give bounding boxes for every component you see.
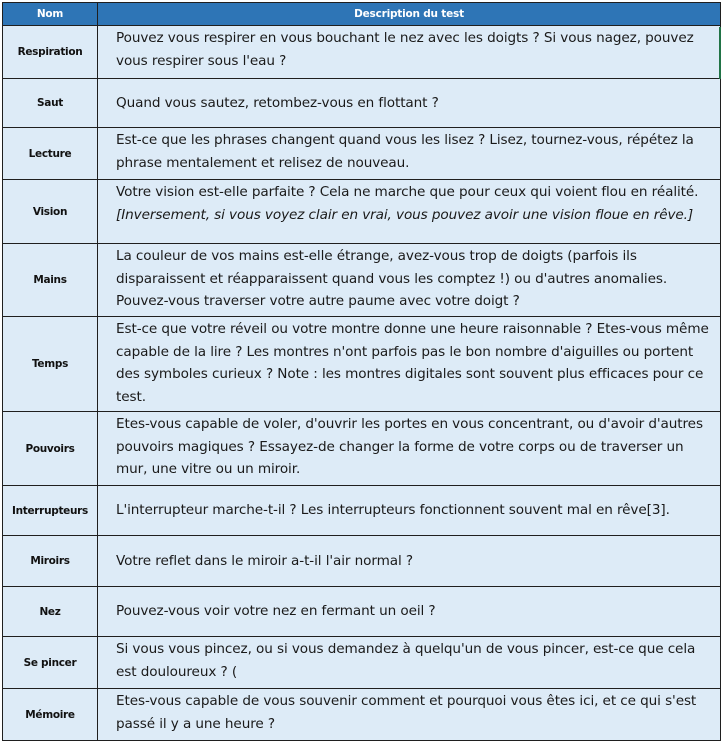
table-row	[3, 79, 721, 128]
cell-selection-indicator	[719, 27, 721, 79]
test-name-cell[interactable]: Temps	[3, 317, 98, 412]
test-name-cell[interactable]: Saut	[3, 79, 98, 128]
test-description-cell[interactable]: Votre reflet dans le miroir a-t-il l'air normal ?	[98, 536, 721, 587]
test-name-cell[interactable]: Miroirs	[3, 536, 98, 587]
table-row	[3, 317, 721, 412]
table-row	[3, 26, 721, 79]
test-description-cell[interactable]: Si vous vous pincez, ou si vous demandez à quelqu'un de vous pincer, est-ce que cela est douloureux ? (	[98, 637, 721, 689]
description-italic-note: [Inversement, si vous voyez clair en vrai, vous pouvez avoir une vision floue en rêve.]	[116, 206, 694, 223]
test-name-cell[interactable]: Lecture	[3, 128, 98, 180]
table-row	[3, 536, 721, 587]
test-name-cell[interactable]: Se pincer	[3, 637, 98, 689]
table-row	[3, 180, 721, 244]
test-description-cell[interactable]: Pouvez vous respirer en vous bouchant le nez avec les doigts ? Si vous nagez, pouvez vous respirer sous l'eau ?	[98, 26, 721, 79]
table-row	[3, 689, 721, 741]
table-row	[3, 412, 721, 486]
test-description-cell[interactable]: Etes-vous capable de vous souvenir comment et pourquoi vous êtes ici, et ce qui s'est passé il y a une heure ?	[98, 689, 721, 741]
test-description-cell[interactable]	[98, 180, 721, 244]
description-text: Votre vision est-elle parfaite ? Cela ne marche que pour ceux qui voient flou en réalité.	[116, 184, 699, 200]
test-description-cell[interactable]: La couleur de vos mains est-elle étrange, avez-vous trop de doigts (parfois ils disparaissent et réapparaissent quand vous les comptez !) ou d'autres anomalies. Pouvez-vous traverser votre autre paume avec votre doigt ?	[98, 244, 721, 317]
test-name-cell[interactable]: Vision	[3, 180, 98, 244]
test-description-cell[interactable]: Est-ce que votre réveil ou votre montre donne une heure raisonnable ? Etes-vous même capable de la lire ? Les montres n'ont parfois pas le bon nombre d'aiguilles ou portent des symboles curieux ? Note : les montres digitales sont souvent plus efficaces pour ce test.	[98, 317, 721, 412]
test-description-cell[interactable]: Est-ce que les phrases changent quand vous les lisez ? Lisez, tournez-vous, répétez la phrase mentalement et relisez de nouveau.	[98, 128, 721, 180]
table-row	[3, 244, 721, 317]
reality-checks-table	[2, 2, 721, 741]
test-description-cell[interactable]: Pouvez-vous voir votre nez en fermant un oeil ?	[98, 587, 721, 637]
test-name-cell[interactable]: Mémoire	[3, 689, 98, 741]
table-row	[3, 587, 721, 637]
test-description-cell[interactable]: L'interrupteur marche-t-il ? Les interrupteurs fonctionnent souvent mal en rêve[3].	[98, 486, 721, 536]
column-header-name[interactable]: Nom	[3, 3, 98, 26]
test-description-cell[interactable]: Quand vous sautez, retombez-vous en flottant ?	[98, 79, 721, 128]
test-name-cell[interactable]: Nez	[3, 587, 98, 637]
table-row	[3, 637, 721, 689]
table-row	[3, 486, 721, 536]
test-name-cell[interactable]: Pouvoirs	[3, 412, 98, 486]
table-row	[3, 128, 721, 180]
column-header-description[interactable]: Description du test	[98, 3, 721, 26]
test-name-cell[interactable]: Interrupteurs	[3, 486, 98, 536]
test-name-cell[interactable]: Mains	[3, 244, 98, 317]
test-description-cell[interactable]: Etes-vous capable de voler, d'ouvrir les portes en vous concentrant, ou d'avoir d'autres pouvoirs magiques ? Essayez-de changer la forme de votre corps ou de traverser un mur, une vitre ou un miroir.	[98, 412, 721, 486]
test-name-cell[interactable]: Respiration	[3, 26, 98, 79]
header-row	[3, 3, 721, 26]
